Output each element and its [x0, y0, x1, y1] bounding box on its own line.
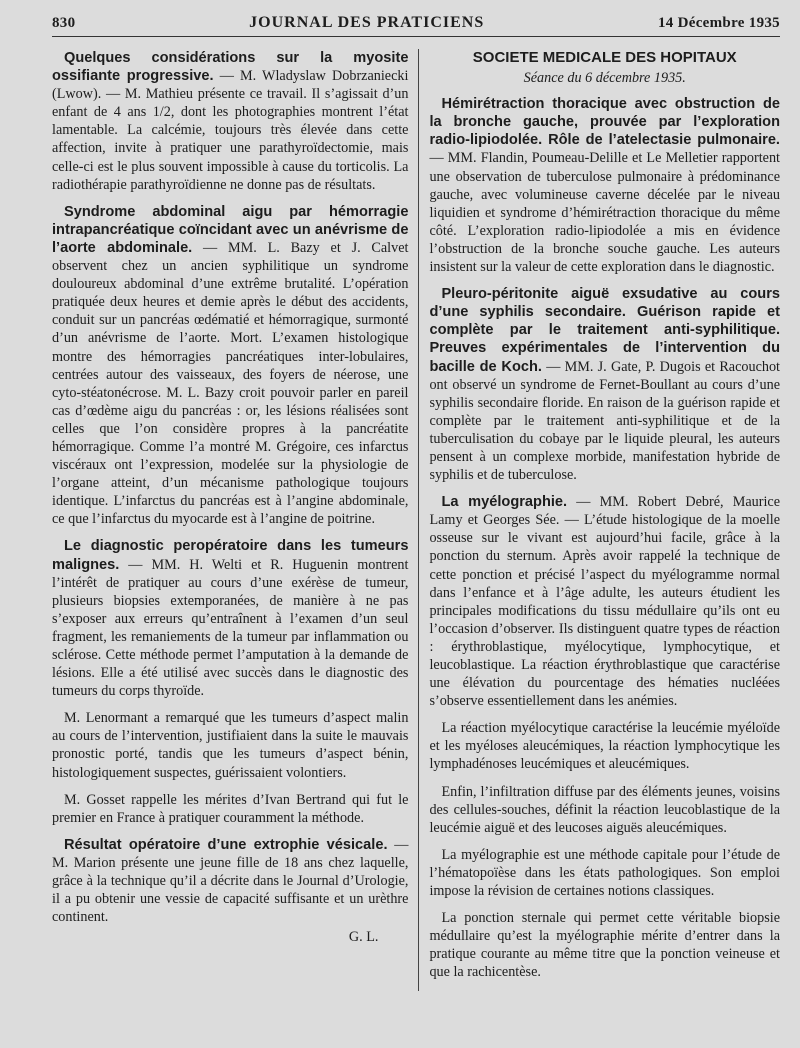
article-text: — MM. H. Welti et R. Huguenin montrent l’intérêt de pratiquer au cours d’une exérèse de tumeur, plusieurs biopsies extemporanées, de manière à ne pas s’exposer aux erreurs qu’entraînent à l’examen d’un seul fragment, les remaniements de la tumeur par inflammation ou sclérose. Cette méthode permet l’amputation à la demande de lésions. Elle a été utilisé avec succès dans le diagnostic des tumeurs du corps thyroïde. [52, 556, 409, 700]
article-paragraph: M. Lenormant a remarqué que les tumeurs d’aspect malin au cours de l’intervention, justifiaient dans la suite le mauvais pronostic porté, tandis que les tumeurs d’aspect bénin, histologiquement suspectes, guérissaient volontiers. [52, 710, 409, 781]
article-paragraph: La myélographie est une méthode capitale pour l’étude de l’hématopoïèse dans les états pathologiques. Son emploi impose la révision de certaines notions classiques. [429, 846, 780, 900]
article-pleuro-peritonite [429, 285, 780, 484]
article-heading: Pleuro-péritonite aiguë exsudative au cours d’une syphilis secondaire. Guérison rapide et complète par le traitement anti-syphilitique. Preuves expérimentales de l’intervention du bacille de Koch. [429, 286, 780, 375]
article-paragraph: La réaction myélocytique caractérise la leucémie myéloïde et les myéloses aleucémiques, la réaction lymphocytique les lymphadénoses leucémiques et aleucémiques. [429, 720, 780, 773]
article-text: — M. Wladyslaw Dobrzaniecki (Lwow). — M. Mathieu présente ce travail. Il s’agissait d’un enfant de 4 ans 1/2, dont les photographies montrent l’état lamentable. La calcémie, toujours très élevée dans cette affection, invite à pratiquer une parathyroïdectomie, mais celle-ci est le plus souvent impossible à cause du torticolis. La radiothérapie parathyroïdienne ne donne pas de résultats. [52, 68, 409, 193]
running-head [52, 14, 780, 37]
right-column [418, 49, 780, 991]
article-paragraph [52, 836, 408, 926]
article-syndrome-abdominal [52, 203, 408, 529]
page-number: 830 [52, 15, 76, 31]
article-paragraph [429, 493, 780, 710]
two-column-body [52, 49, 780, 991]
article-paragraph: La ponction sternale qui permet cette véritable biopsie médullaire qu’est la myélographie mérite d’entrer dans la pratique courante au même titre que la ponction veineuse et que la rachicentèse. [429, 910, 780, 981]
article-text: — MM. J. Gate, P. Dugois et Racouchot ont observé un syndrome de Fernet-Boullant au cours d’une syphilis secondaire floride. En raison de la guérison rapide et complète par le traitement anti-syphilitique et de la tuberculisation du cobaye par le liquide pleural, les auteurs pensent à un complexe morbide, manifestation hybride de syphilis et de tuberculose. [429, 358, 781, 484]
article-diagnostic-peroperatoire [52, 537, 408, 826]
section-heading: SOCIETE MEDICALE DES HOPITAUX [472, 49, 737, 66]
article-text: — MM. Flandin, Poumeau-Delille et Le Melletier rapportent une observation de tuberculose pulmonaire à prédominance gauche, avec volumineuse caverne décelée par le niveau liquidien et syndrome d’hémirétraction thoracique du même côté. L’exploration radio-lipiodolée a mis en évidence l’obstruction de la bronche souche gauche. Les auteurs insistent sur la valeur de cette exploration dans le diagnostic. [429, 150, 780, 276]
article-paragraph: Enfin, l’infiltration diffuse par des éléments jeunes, voisins des cellules-souches, définit la réaction leucoblastique de la leucémie aiguë et des leucoses aiguës aleucémiques. [429, 783, 780, 836]
article-heading: La myélographie. [441, 494, 568, 511]
article-text: — MM. L. Bazy et J. Calvet observent chez un ancien syphilitique un syndrome douloureux abdominal d’une extrême brutalité. L’opération pratiquée deux heures et demie après le début des accidents, conduit sur un pancréas œdématié et hémorragique, surmonté d’un anévrisme de l’aorte. Mort. L’examen histologique montre des hémorragies pancréatiques inter-lobulaires, centrées autour des vaisseaux, des foyers de néerose, une cyto-stéatonécrose. M. L. Bazy croit pouvoir parler en pareil cas d’œdème aigu du pancréas : or, les lésions réalisées sont celles que l’on considère propres à la pancréatite hémorragique. Comme l’a montré M. Grégoire, ces infarctus viscéraux ont l’expression, modelée sur la physiologie de l’organe atteint, d’un mécanisme pathologique toujours identique. L’infarctus du pancréas est à l’angine abdominale, ce que l’infarctus du myocarde est à l’angine de poitrine. [52, 239, 409, 528]
article-paragraph [52, 537, 408, 700]
journal-title: JOURNAL DES PRATICIENS [249, 14, 485, 31]
author-signature: G. L. [348, 929, 379, 946]
article-text: — M. Marion présente une jeune fille de 18 ans chez laquelle, grâce à la technique qu’il a décrite dans le Journal d’Urologie, il a pu obtenir une vessie de capacité suffisante et un urèthre continent. [52, 836, 409, 926]
article-heading: Syndrome abdominal aigu par hémorragie intrapancréatique coïncidant avec un anévrisme de l’aorte abdominale. [52, 203, 409, 256]
article-text: — MM. Robert Debré, Maurice Lamy et Georges Sée. — L’étude histologique de la moelle osseuse sur le vivant est aujourd’hui facile, grâce à la ponction du sternum. Après avoir rappelé la technique de cette ponction et précisé l’aspect du myélogramme normal dans l’enfance et à l’âge adulte, les auteurs étudient les principales modifications du tissu médullaire qu’ils ont eu l’occasion d’observer. Ils distinguent quatre types de réaction : érythroblastique, myélocytique, lymphocytique, et leucoblastique. La réaction érythroblastique que caractérise une élévation du pourcentage des hématies nucléées s’observe essentiellement dans les anémies. [429, 494, 780, 710]
article-heading: Le diagnostic peropératoire dans les tumeurs malignes. [52, 538, 409, 573]
article-myelographie [429, 493, 780, 981]
article-heading: Quelques considérations sur la myosite ossifiante progressive. [52, 50, 409, 85]
left-column [52, 49, 418, 991]
article-extrophie-vesicale [52, 836, 408, 947]
article-paragraph [429, 285, 780, 484]
session-date: Séance du 6 décembre 1935. [523, 70, 686, 87]
article-paragraph: M. Gosset rappelle les mérites d’Ivan Bertrand qui fut le premier en France à pratiquer couramment la méthode. [52, 791, 409, 826]
article-hemiretraction [429, 95, 780, 276]
issue-date: 14 Décembre 1935 [657, 15, 780, 31]
article-heading: Hémirétraction thoracique avec obstruction de la bronche gauche, prouvée par l’exploration radio-lipiodolée. Rôle de l’atelectasie pulmonaire. [429, 96, 780, 149]
article-paragraph [52, 203, 408, 529]
article-paragraph [52, 49, 408, 194]
article-myosite [52, 49, 408, 194]
article-heading: Résultat opératoire d’une extrophie vésicale. [64, 836, 388, 853]
article-paragraph [429, 95, 780, 276]
